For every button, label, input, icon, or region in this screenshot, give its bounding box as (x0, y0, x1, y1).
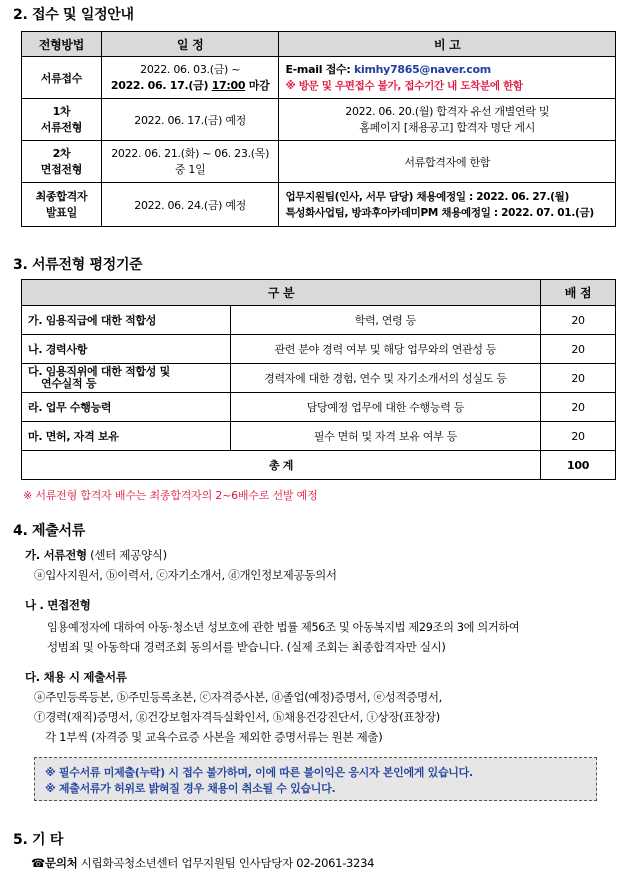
section5-title: 5. 기 타 (13, 832, 64, 848)
header-method: 전형방법 (22, 32, 102, 57)
subsection-c-line3: 각 1부씩 (자격증 및 교육수료증 사본을 제외한 증명서류는 원본 제출) (45, 730, 383, 744)
score-cell: 20 (541, 422, 616, 451)
email-link[interactable]: kimhy7865@naver.com (353, 62, 491, 76)
subsection-b-line2: 성범죄 및 아동학대 경력조회 동의서를 받습니다. (실제 조회는 최종합격자만 실시) (47, 640, 446, 654)
total-score: 100 (541, 451, 616, 480)
total-label: 총 계 (22, 451, 541, 480)
header-category: 구 분 (22, 280, 541, 306)
note-cell: 서류합격자에 한함 (279, 141, 616, 183)
contact-line: ☎문의처 시립화곡청소년센터 업무지원팀 인사담당자 02-2061-3234 (31, 856, 375, 870)
table-row (22, 306, 616, 335)
table-row (22, 335, 616, 364)
subsection-b-title: 나 . 면접전형 (25, 598, 91, 612)
detail-cell: 필수 면허 및 자격 보유 여부 등 (230, 422, 540, 451)
subsection-a-items: ⓐ입사지원서, ⓑ이력서, ⓒ자기소개서, ⓓ개인정보제공동의서 (34, 568, 337, 582)
section4-title: 4. 제출서류 (13, 523, 85, 539)
score-cell: 20 (541, 335, 616, 364)
subsection-c-line2: ⓕ경력(재직)증명서, ⓖ건강보험자격득실확인서, ⓗ채용건강진단서, ⓘ상장(표창장) (34, 710, 440, 724)
detail-cell: 경력자에 대한 경험, 연수 및 자기소개서의 성실도 등 (230, 364, 540, 393)
table-row (22, 422, 616, 451)
note-cell: 업무지원팀(인사, 서무 담당) 채용예정일 : 2022. 06. 27.(월) 특성화사업팀, 방과후아카데미PM 채용예정일 : 2022. 07. 01.(금) (279, 183, 616, 227)
schedule-cell: 2022. 06. 17.(금) 예정 (101, 99, 279, 141)
schedule-cell: 2022. 06. 21.(화) ~ 06. 23.(목) 중 1일 (101, 141, 279, 183)
method-cell: 서류접수 (22, 57, 102, 99)
schedule-cell: 2022. 06. 24.(금) 예정 (101, 183, 279, 227)
score-cell: 20 (541, 393, 616, 422)
schedule-cell: 2022. 06. 03.(금) ~ 2022. 06. 17.(금) 17:00 마감 (101, 57, 279, 99)
table-row (22, 99, 616, 141)
category-cell: 나. 경력사항 (22, 335, 231, 364)
detail-cell: 담당예정 업무에 대한 수행능력 등 (230, 393, 540, 422)
note-cell: 2022. 06. 20.(월) 합격자 유선 개별연락 및 홈페이지 [채용공고] 합격자 명단 게시 (279, 99, 616, 141)
subsection-c-title: 다. 채용 시 제출서류 (25, 670, 127, 684)
subsection-a-title: 가. 서류전형 (센터 제공양식) (25, 548, 167, 562)
section3-title: 3. 서류전형 평정기준 (13, 257, 143, 273)
header-score: 배 점 (541, 280, 616, 306)
header-note: 비 고 (279, 32, 616, 57)
total-row (22, 451, 616, 480)
category-cell: 다. 임용직위에 대한 적합성 및 연수실적 등 (22, 364, 231, 393)
note-cell: E-mail 접수: kimhy7865@naver.com ※ 방문 및 우편접수 불가, 접수기간 내 도착분에 한함 (279, 57, 616, 99)
criteria-note: ※ 서류전형 합격자 배수는 최종합격자의 2~6배수로 선발 예정 (23, 489, 318, 502)
table-row (22, 393, 616, 422)
detail-cell: 학력, 연령 등 (230, 306, 540, 335)
table-row (22, 183, 616, 227)
schedule-table (21, 31, 616, 227)
method-cell: 2차 면접전형 (22, 141, 102, 183)
method-cell: 1차 서류전형 (22, 99, 102, 141)
score-cell: 20 (541, 306, 616, 335)
method-cell: 최종합격자 발표일 (22, 183, 102, 227)
notice-line: ※ 제출서류가 허위로 밝혀질 경우 채용이 취소될 수 있습니다. (45, 782, 336, 795)
notice-box (34, 757, 597, 801)
category-cell: 라. 업무 수행능력 (22, 393, 231, 422)
header-schedule: 일 정 (101, 32, 279, 57)
notice-line: ※ 필수서류 미제출(누락) 시 접수 불가하며, 이에 따른 불이익은 응시자 본인에게 있습니다. (45, 766, 473, 779)
section2-title: 2. 접수 및 일정안내 (13, 7, 134, 23)
table-row (22, 364, 616, 393)
table-row (22, 57, 616, 99)
criteria-table (21, 279, 616, 480)
detail-cell: 관련 분야 경력 여부 및 해당 업무와의 연관성 등 (230, 335, 540, 364)
subsection-c-line1: ⓐ주민등록등본, ⓑ주민등록초본, ⓒ자격증사본, ⓓ졸업(예정)증명서, ⓔ성적증명서, (34, 690, 443, 704)
category-cell: 가. 임용직급에 대한 적합성 (22, 306, 231, 335)
score-cell: 20 (541, 364, 616, 393)
table-row (22, 141, 616, 183)
phone-icon-label: ☎문의처 (31, 856, 78, 870)
subsection-b-line1: 임용예정자에 대하여 아동·청소년 성보호에 관한 법률 제56조 및 아동복지법 제29조의 3에 의거하여 (47, 621, 520, 634)
category-cell: 마. 면허, 자격 보유 (22, 422, 231, 451)
